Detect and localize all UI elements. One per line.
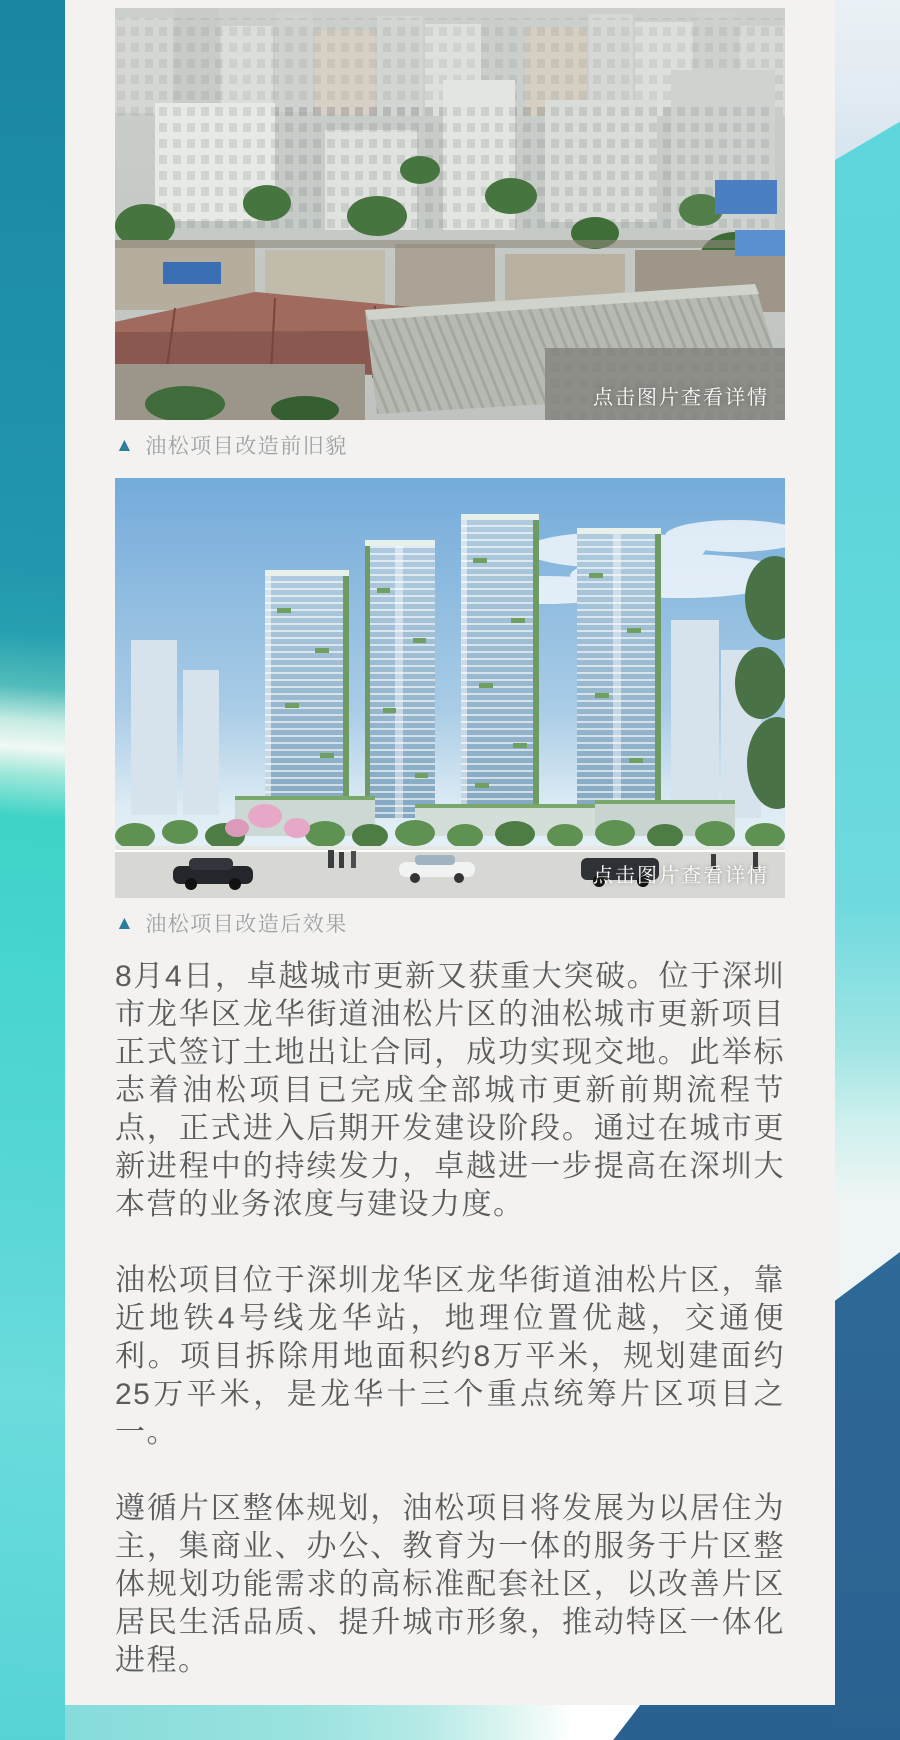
photo-overlay-hint: 点击图片查看详情 (593, 387, 769, 409)
photo-caption-text: 油松项目改造后效果 (145, 913, 348, 936)
after-photo-illustration (115, 478, 785, 898)
tower-4 (577, 528, 661, 822)
right-band-dark-bottom (835, 1252, 900, 1740)
tower-3 (461, 514, 539, 820)
next-photo-preview (65, 1705, 835, 1740)
article-body (115, 958, 785, 1718)
article-paragraph: 油松项目位于深圳龙华区龙华街道油松片区，靠近地铁4号线龙华站，地理位置优越，交通便利。项目拆除用地面积约8万平米，规划建面约25万平米，是龙华十三个重点统筹片区项目之一。 (115, 1264, 785, 1449)
right-watercolor-band (835, 0, 900, 1740)
photo-before-renewal[interactable] (115, 8, 785, 420)
next-photo-dark-wedge (65, 1705, 835, 1740)
tower-2 (365, 540, 435, 818)
article-paragraph: 8月4日，卓越城市更新又获重大突破。位于深圳市龙华区龙华街道油松片区的油松城市更新项目正式签订土地出让合同，成功实现交地。此举标志着油松项目已完成全部城市更新前期流程节点，正式进入后期开发建设阶段。通过在城市更新进程中的持续发力，卓越进一步提高在深圳大本营的业务浓度与建设力度。 (115, 960, 785, 1221)
article-card (65, 0, 835, 1705)
photo-overlay-hint: 点击图片查看详情 (593, 865, 769, 887)
before-photo-illustration (115, 8, 785, 420)
caption-after (115, 908, 785, 938)
tower-1 (265, 570, 349, 818)
caption-triangle-icon: ▲ (115, 434, 136, 456)
caption-before (115, 430, 785, 460)
left-watercolor-band (0, 0, 65, 1740)
right-band-pale-top (835, 0, 900, 160)
blue-truck (163, 262, 221, 284)
photo-caption-text: 油松项目改造前旧貌 (145, 435, 348, 458)
photo-after-renewal[interactable] (115, 478, 785, 898)
caption-triangle-icon: ▲ (115, 912, 136, 934)
article-paragraph: 遵循片区整体规划，油松项目将发展为以居住为主，集商业、办公、教育为一体的服务于片区整体规划功能需求的高标准配套社区，以改善片区居民生活品质、提升城市形象，推动特区一体化进程。 (115, 1492, 785, 1677)
